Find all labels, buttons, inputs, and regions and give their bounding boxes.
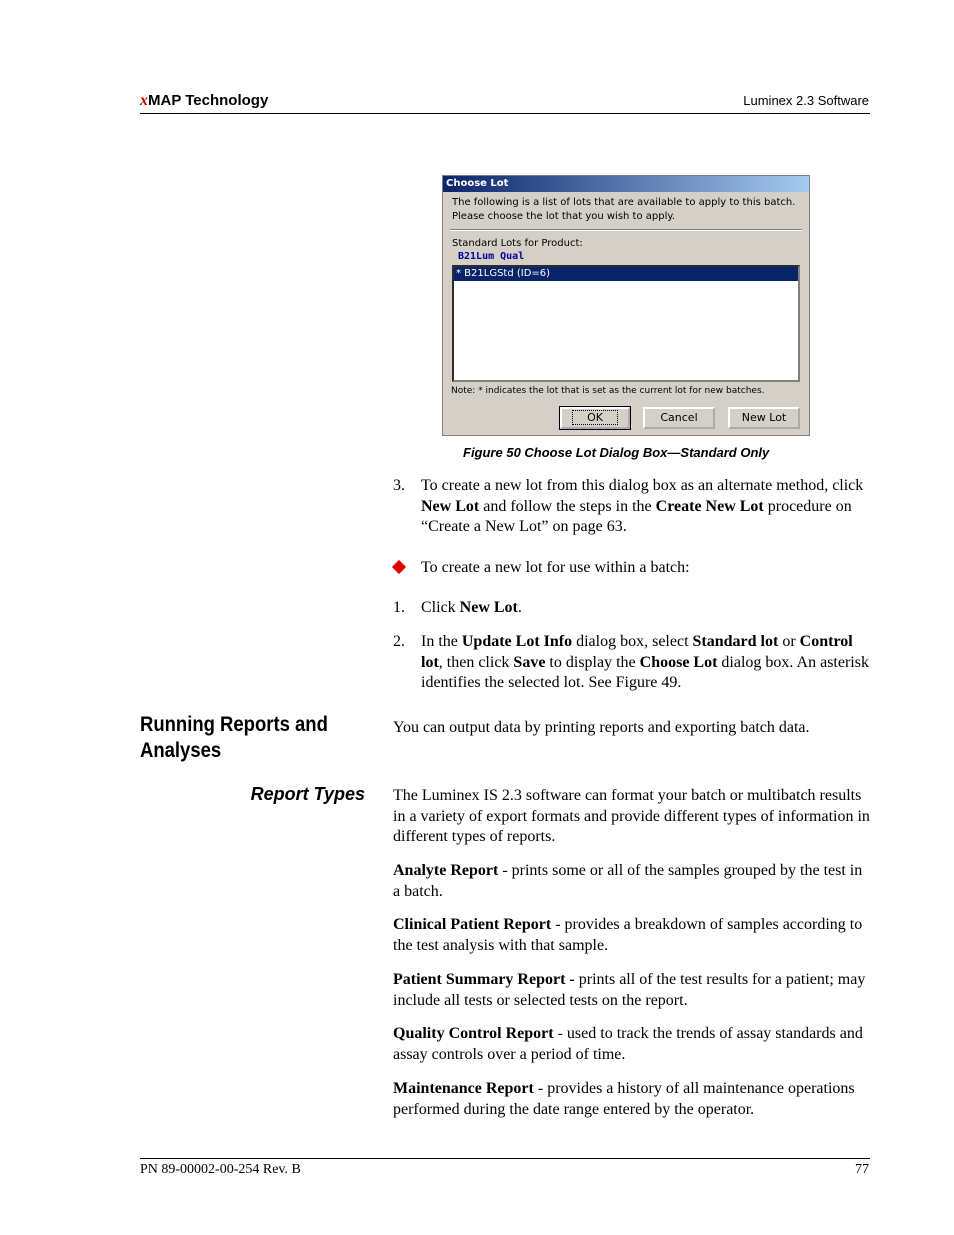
product-name: B21Lum Qual bbox=[458, 251, 525, 262]
report-description: Maintenance Report - provides a history of all maintenance operations performed during the date range entered by the operator. bbox=[393, 1080, 855, 1118]
dialog-intro: The following is a list of lots that are available to apply to this batch. Please choose the lot that you wish to apply. bbox=[452, 197, 796, 222]
running-header-product: Luminex 2.3 Software bbox=[743, 93, 869, 108]
header-rule bbox=[140, 113, 870, 114]
running-header-brand: xMAP Technology bbox=[140, 92, 269, 109]
footer-part-number: PN 89-00002-00-254 Rev. B bbox=[140, 1162, 301, 1177]
new-lot-button[interactable]: New Lot bbox=[728, 407, 800, 429]
ok-button[interactable]: OK bbox=[560, 407, 630, 429]
footer-rule bbox=[140, 1158, 870, 1159]
subsection-intro: The Luminex IS 2.3 software can format your batch or multibatch results in a variety of export formats and provide different types of information in different types of reports. bbox=[393, 787, 870, 845]
choose-lot-dialog-figure bbox=[442, 175, 810, 436]
step-2-number: 2. bbox=[393, 633, 405, 650]
step-1-text: Click New Lot. bbox=[421, 599, 522, 616]
dialog-title-bar: Choose Lot bbox=[443, 176, 809, 192]
report-description: Analyte Report - prints some or all of the samples grouped by the test in a batch. bbox=[393, 862, 863, 900]
dialog-separator bbox=[450, 229, 802, 231]
step-3-text: To create a new lot from this dialog box as an alternate method, click New Lot and follow the steps in the Create New Lot procedure on “Create a New Lot” on page 63. bbox=[421, 477, 864, 535]
report-description: Patient Summary Report - prints all of the test results for a patient; may include all tests or selected tests on the report. bbox=[393, 971, 866, 1009]
red-diamond-bullet-icon bbox=[392, 560, 406, 574]
lot-list-item[interactable]: * B21LGStd (ID=6) bbox=[454, 267, 798, 281]
step-2-text: In the Update Lot Info dialog box, select Standard lot or Control lot, then click Save to display the Choose Lot dialog box. An asterisk identifies the selected lot. See Figure 49. bbox=[421, 633, 869, 691]
page-number: 77 bbox=[855, 1162, 869, 1177]
section-heading: Running Reports and Analyses bbox=[140, 713, 328, 762]
subsection-heading: Report Types bbox=[250, 784, 365, 804]
report-description: Quality Control Report - used to track the trends of assay standards and assay controls over a period of time. bbox=[393, 1025, 863, 1063]
cancel-button[interactable]: Cancel bbox=[643, 407, 715, 429]
standard-lots-label: Standard Lots for Product: bbox=[452, 238, 583, 249]
step-3-number: 3. bbox=[393, 477, 405, 494]
figure-caption: Figure 50 Choose Lot Dialog Box—Standard Only bbox=[463, 445, 770, 460]
procedure-bullet-text: To create a new lot for use within a batch: bbox=[421, 559, 690, 576]
section-intro: You can output data by printing reports and exporting batch data. bbox=[393, 719, 810, 736]
dialog-note: Note: * indicates the lot that is set as the current lot for new batches. bbox=[451, 386, 765, 396]
report-description: Clinical Patient Report - provides a breakdown of samples according to the test analysis with that sample. bbox=[393, 916, 863, 954]
lot-list[interactable] bbox=[452, 265, 800, 382]
step-1-number: 1. bbox=[393, 599, 405, 616]
